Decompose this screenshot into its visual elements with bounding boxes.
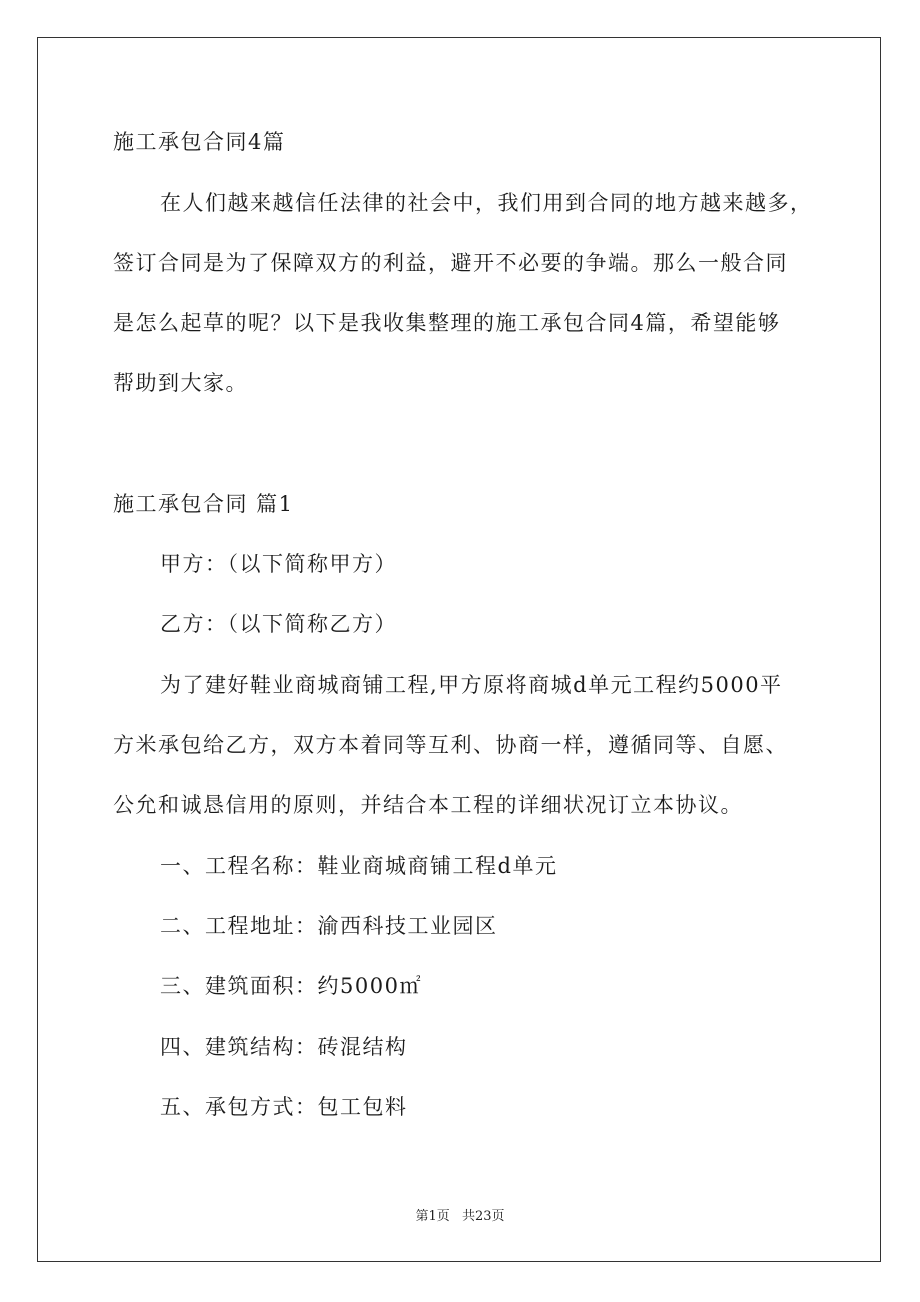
clause-item: 三、建筑面积：约5000㎡ bbox=[160, 974, 422, 998]
preamble-line: 公允和诚恳信用的原则，并结合本工程的详细状况订立本协议。 bbox=[113, 793, 743, 817]
party-b: 乙方：（以下简称乙方） bbox=[160, 612, 397, 636]
page-border bbox=[37, 37, 881, 1262]
page-footer bbox=[0, 1205, 920, 1224]
party-a: 甲方：（以下简称甲方） bbox=[160, 552, 397, 576]
intro-line: 是怎么起草的呢？以下是我收集整理的施工承包合同4篇，希望能够 bbox=[113, 311, 781, 335]
section-heading: 施工承包合同 篇1 bbox=[113, 492, 294, 516]
current-page-indicator: 第1页 bbox=[415, 1209, 450, 1224]
document-title: 施工承包合同4篇 bbox=[113, 130, 286, 154]
intro-line: 帮助到大家。 bbox=[113, 371, 248, 395]
clause-item: 四、建筑结构：砖混结构 bbox=[160, 1035, 408, 1059]
total-pages-indicator: 共23页 bbox=[461, 1209, 505, 1224]
intro-line: 在人们越来越信任法律的社会中，我们用到合同的地方越来越多， bbox=[160, 191, 813, 215]
clause-item: 二、工程地址：渝西科技工业园区 bbox=[160, 914, 498, 938]
clause-item: 五、承包方式：包工包料 bbox=[160, 1095, 408, 1119]
preamble-line: 为了建好鞋业商城商铺工程,甲方原将商城d单元工程约5000平 bbox=[160, 673, 783, 697]
clause-item: 一、工程名称：鞋业商城商铺工程d单元 bbox=[160, 854, 558, 878]
intro-line: 签订合同是为了保障双方的利益，避开不必要的争端。那么一般合同 bbox=[113, 251, 788, 275]
preamble-line: 方米承包给乙方，双方本着同等互利、协商一样，遵循同等、自愿、 bbox=[113, 733, 788, 757]
